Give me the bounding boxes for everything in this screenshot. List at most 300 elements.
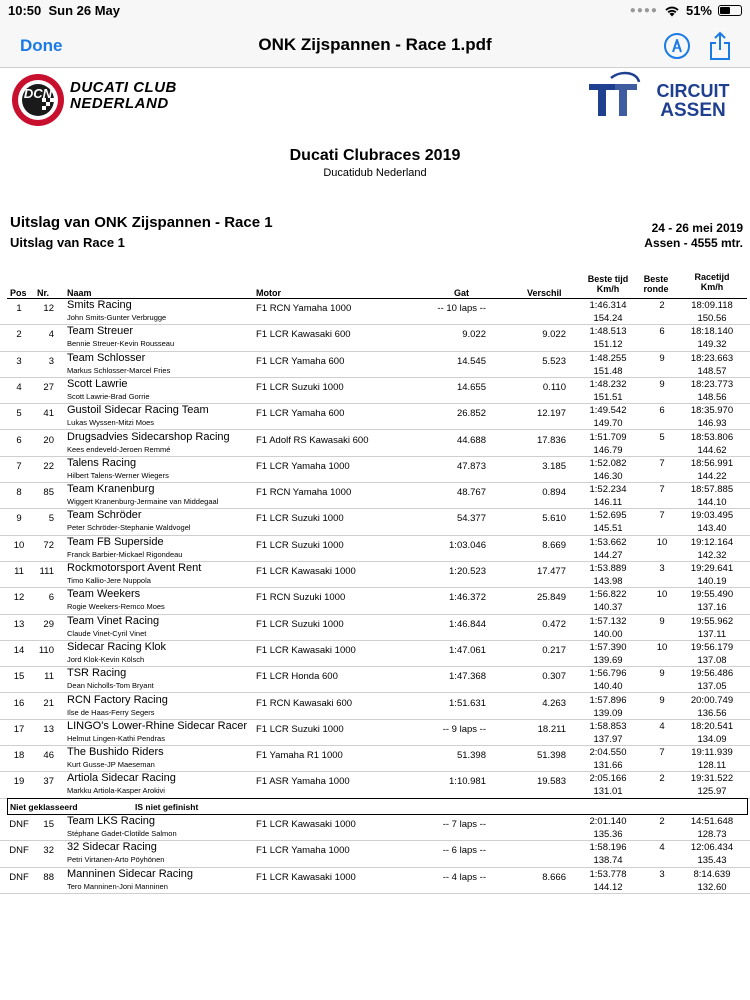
team-name: Team LKS Racing	[67, 815, 156, 827]
race-speed: 148.56	[697, 391, 727, 403]
race-time: 18:09.118	[691, 300, 733, 311]
best-lap-time: 2:04.550	[589, 747, 627, 759]
best-lap-number: 7	[659, 510, 665, 522]
race-speed: 128.11	[697, 760, 727, 772]
team-name: Team Vinet Racing	[67, 614, 160, 627]
gap: 14.545	[456, 355, 486, 367]
team-name: Artiola Sidecar Racing	[67, 772, 176, 785]
best-lap-speed: 131.66	[593, 760, 623, 772]
motor: F1 RCN Suzuki 1000	[256, 592, 346, 604]
rider-names: Kees endeveld-Jeroen Remmé	[67, 444, 171, 454]
motor: F1 ASR Yamaha 1000	[256, 776, 350, 788]
position: 16	[13, 697, 25, 709]
motor: F1 LCR Honda 600	[256, 671, 338, 683]
not-classified-box	[7, 798, 748, 815]
ducati-club-logo-icon	[8, 72, 68, 128]
gap: 9.022	[462, 329, 486, 341]
race-time: 18:57.885	[690, 484, 734, 496]
race-time: 19:29.641	[690, 563, 734, 574]
battery-percent: 51%	[685, 3, 712, 18]
team-name: Scott Lawrie	[67, 377, 128, 390]
best-lap-number: 4	[659, 842, 665, 854]
position: 14	[13, 644, 25, 656]
start-number: 21	[43, 697, 54, 709]
start-number: 29	[43, 618, 54, 630]
position: 12	[13, 592, 25, 604]
difference: 4.263	[542, 697, 566, 709]
best-lap-number: 7	[659, 484, 665, 496]
start-number: 6	[48, 592, 54, 604]
race-speed: 144.10	[697, 497, 727, 509]
team-name: Gustoil Sidecar Racing Team	[67, 404, 209, 417]
best-lap-time: 1:58.853	[589, 720, 627, 732]
start-number: 27	[43, 381, 54, 393]
race-speed: 128.73	[697, 829, 727, 840]
best-lap-speed: 135.36	[593, 829, 623, 840]
best-lap-time: 1:58.196	[589, 842, 627, 854]
difference: 18.211	[537, 723, 566, 735]
difference: 0.110	[542, 381, 566, 393]
difference: 25.849	[536, 592, 566, 604]
table-row	[0, 720, 750, 746]
gap: 47.873	[456, 460, 486, 472]
battery-fill	[720, 7, 730, 14]
position: 18	[13, 750, 25, 762]
status-time: 10:50 Sun 26 May	[8, 3, 121, 18]
best-lap-speed: 140.40	[593, 681, 623, 693]
start-number: 3	[48, 355, 54, 367]
rider-names: Rogie Weekers-Remco Moes	[67, 602, 165, 612]
motor: F1 RCN Yamaha 1000	[256, 487, 352, 499]
gap: 44.688	[456, 434, 486, 446]
best-lap-number: 6	[659, 326, 665, 338]
best-lap-time: 1:53.889	[589, 563, 627, 574]
position: 6	[16, 434, 22, 446]
best-lap-speed: 140.00	[593, 628, 623, 640]
gap: 51.398	[456, 750, 486, 762]
best-lap-speed: 149.70	[593, 418, 623, 430]
table-row	[0, 562, 750, 588]
team-name: RCN Factory Racing	[67, 693, 168, 706]
motor: F1 Adolf RS Kawasaki 600	[256, 434, 369, 446]
gap: 48.767	[456, 487, 486, 499]
race-speed: 140.19	[697, 576, 727, 587]
start-number: 72	[43, 539, 54, 551]
best-lap-time: 1:48.255	[589, 352, 627, 364]
best-lap-speed: 140.37	[593, 602, 623, 614]
start-number: 22	[43, 460, 54, 472]
best-lap-time: 1:53.662	[589, 536, 627, 548]
difference: 51.398	[536, 750, 566, 762]
motor: F1 LCR Yamaha 600	[256, 408, 345, 420]
best-lap-speed: 145.51	[593, 523, 623, 535]
start-number: 41	[43, 408, 54, 420]
gap: 1:03.046	[449, 539, 486, 551]
rider-names: Lukas Wyssen-Mitzi Moes	[67, 418, 155, 428]
best-lap-speed: 139.69	[593, 654, 623, 666]
rider-names: Ilse de Haas-Ferry Segers	[67, 707, 155, 717]
start-number: 32	[43, 845, 54, 857]
race-speed: 132.60	[697, 881, 727, 893]
best-lap-time: 1:48.232	[589, 378, 627, 390]
race-speed: 135.43	[697, 855, 727, 867]
best-lap-number: 9	[659, 694, 665, 706]
team-name: Drugsadvies Sidecarshop Racing	[67, 430, 230, 443]
race-speed: 146.93	[697, 418, 727, 430]
best-lap-speed: 154.24	[593, 313, 623, 324]
best-lap-time: 1:53.778	[589, 868, 627, 880]
table-row	[0, 815, 750, 841]
col-racetijd: Racetijd Km/h	[694, 272, 730, 292]
table-row	[0, 641, 750, 667]
race-speed: 142.32	[697, 549, 727, 561]
table-row	[0, 536, 750, 562]
motor: F1 LCR Yamaha 1000	[256, 845, 350, 857]
difference: 5.523	[542, 355, 566, 367]
not-classified-note: IS niet gefinisht	[135, 802, 199, 812]
dcn-badge-text: DCN	[23, 86, 53, 101]
table-row	[0, 772, 750, 798]
start-number: 110	[38, 644, 54, 656]
team-name: Talens Racing	[67, 456, 137, 469]
best-lap-number: 2	[659, 773, 665, 785]
best-lap-time: 1:57.390	[589, 641, 627, 653]
position: 10	[13, 539, 25, 551]
difference: 17.836	[536, 434, 566, 446]
gap: 1:20.523	[449, 566, 486, 577]
position: 7	[16, 460, 22, 472]
motor: F1 LCR Suzuki 1000	[256, 381, 344, 393]
assen-line2: ASSEN	[660, 100, 726, 120]
race-time: 18:35.970	[690, 405, 734, 417]
race-time: 18:23.773	[690, 378, 734, 390]
table-row	[0, 378, 750, 404]
best-lap-number: 2	[659, 300, 665, 311]
race-speed: 137.16	[697, 602, 727, 614]
table-row	[0, 457, 750, 483]
rider-names: Bennie Streuer-Kevin Rousseau	[67, 339, 175, 349]
nav-bar	[0, 24, 750, 68]
team-name: Rockmotorsport Avent Rent	[67, 562, 202, 574]
table-row	[0, 588, 750, 614]
rider-names: Timo Kallio-Jere Nuppola	[67, 576, 151, 585]
gap: 1:46.372	[449, 592, 486, 604]
race-time: 19:11.939	[691, 747, 733, 759]
difference: 0.217	[542, 644, 566, 656]
best-lap-speed: 144.27	[593, 549, 623, 561]
race-time: 19:03.495	[690, 510, 734, 522]
gap: 54.377	[456, 513, 486, 525]
gap: 1:47.061	[449, 644, 486, 656]
rider-names: Markku Artiola-Kasper Arokivi	[67, 786, 165, 796]
best-lap-number: 3	[659, 563, 665, 574]
race-speed: 149.32	[697, 339, 727, 351]
best-lap-time: 1:46.314	[589, 300, 627, 311]
circuit-assen-logo-icon	[585, 70, 745, 120]
best-lap-time: 1:52.695	[589, 510, 627, 522]
results-heading: Uitslag van ONK Zijspannen - Race 1	[10, 214, 273, 231]
best-lap-number: 6	[659, 405, 665, 417]
race-speed: 144.22	[697, 470, 727, 482]
rider-names: Tero Manninen-Joni Manninen	[67, 881, 168, 891]
best-lap-time: 1:57.132	[589, 615, 627, 627]
col-naam: Naam	[67, 288, 92, 298]
race-time: 18:23.663	[690, 352, 734, 364]
document-file-title: ONK Zijspannen - Race 1.pdf	[258, 35, 492, 54]
difference: 8.666	[542, 871, 566, 883]
difference: 3.185	[542, 460, 566, 472]
status-bar	[0, 0, 750, 24]
best-lap-time: 1:48.513	[589, 326, 627, 338]
rider-names: Petri Virtanen-Arto Pöyhönen	[67, 855, 165, 865]
motor: F1 LCR Suzuki 1000	[256, 618, 344, 630]
rider-names: Scott Lawrie-Brad Gorrie	[67, 391, 150, 401]
team-name: Team Weekers	[67, 588, 141, 601]
ducati-club-wordmark: DUCATI CLUB NEDERLAND	[70, 79, 177, 112]
race-time: 18:18.140	[690, 326, 734, 338]
motor: F1 Yamaha R1 1000	[256, 750, 343, 762]
rider-names: Franck Barbier-Mickael Rigondeau	[67, 549, 183, 559]
race-time: 8:14.639	[693, 868, 731, 880]
table-row	[0, 325, 750, 351]
table-row	[0, 868, 750, 894]
signal-dots-icon: ●●●●	[629, 5, 658, 16]
difference: 12.197	[536, 408, 566, 420]
best-lap-number: 10	[656, 641, 668, 653]
best-lap-time: 1:51.709	[589, 431, 627, 443]
best-lap-speed: 146.30	[593, 470, 623, 482]
race-time: 19:56.486	[690, 668, 734, 680]
wifi-icon	[664, 5, 680, 17]
team-name: Manninen Sidecar Racing	[67, 867, 193, 880]
start-number: 12	[43, 303, 54, 314]
table-row	[0, 483, 750, 509]
position: 5	[16, 408, 22, 420]
start-number: 15	[43, 819, 54, 830]
motor: F1 LCR Suzuki 1000	[256, 539, 344, 551]
not-classified-label: Niet geklasseerd	[10, 802, 78, 812]
position: 9	[16, 513, 22, 525]
best-lap-number: 10	[656, 589, 668, 601]
position: 15	[13, 671, 25, 683]
position: DNF	[9, 845, 29, 857]
gap: 1:10.981	[449, 776, 486, 788]
team-name: Team Schröder	[67, 509, 142, 522]
position: 2	[16, 329, 22, 341]
gap: -- 6 laps --	[442, 845, 486, 857]
table-row	[0, 431, 750, 457]
best-lap-number: 9	[659, 615, 665, 627]
best-lap-number: 4	[659, 720, 665, 732]
race-speed: 137.05	[697, 681, 727, 693]
start-number: 37	[43, 776, 54, 788]
difference: 0.307	[542, 671, 566, 683]
col-motor: Motor	[256, 288, 281, 298]
col-beste-tijd: Beste tijd Km/h	[587, 274, 629, 294]
race-time: 18:56.991	[690, 457, 734, 469]
table-row	[0, 694, 750, 720]
motor: F1 LCR Suzuki 1000	[256, 723, 344, 735]
team-name: The Bushido Riders	[67, 746, 164, 759]
race-time: 20:00.749	[690, 694, 734, 706]
markup-pen-icon[interactable]	[663, 32, 691, 60]
col-gat: Gat	[454, 288, 470, 298]
best-lap-time: 1:52.082	[589, 457, 627, 469]
position: DNF	[9, 871, 29, 883]
best-lap-number: 7	[659, 457, 665, 469]
best-lap-number: 5	[659, 431, 665, 443]
team-name: Team FB Superside	[67, 535, 164, 548]
motor: F1 LCR Suzuki 1000	[256, 513, 344, 525]
position: 3	[16, 355, 22, 367]
page-subtitle: Ducatidub Nederland	[323, 167, 427, 179]
rider-names: Kurt Gusse-JP Maeseman	[67, 760, 155, 770]
gap: 26.852	[456, 408, 486, 420]
gap: 1:46.844	[449, 618, 486, 630]
table-row	[0, 352, 750, 378]
event-venue: Assen - 4555 mtr.	[644, 236, 743, 250]
motor: F1 LCR Kawasaki 1000	[256, 819, 356, 830]
rider-names: Peter Schröder-Stephanie Waldvogel	[67, 523, 191, 533]
page-title: Ducati Clubraces 2019	[289, 147, 461, 164]
best-lap-speed: 146.79	[593, 444, 623, 456]
table-row	[0, 667, 750, 693]
position: DNF	[9, 819, 29, 830]
best-lap-speed: 146.11	[593, 497, 623, 509]
race-speed: 125.97	[697, 786, 727, 798]
position: 1	[16, 303, 22, 314]
race-speed: 150.56	[697, 313, 727, 324]
team-name: 32 Sidecar Racing	[67, 841, 157, 854]
gap: -- 7 laps --	[442, 819, 486, 830]
rider-names: John Smits-Gunter Verbrugge	[67, 313, 167, 322]
difference: 0.894	[542, 487, 566, 499]
motor: F1 RCN Kawasaki 600	[256, 697, 353, 709]
team-name: Team Kranenburg	[67, 483, 155, 496]
team-name: LINGO's Lower-Rhine Sidecar Racer	[67, 719, 248, 732]
race-time: 18:20.541	[690, 720, 734, 732]
position: 4	[16, 381, 22, 393]
rider-names: Markus Schlosser-Marcel Fries	[67, 365, 171, 375]
best-lap-time: 1:49.542	[589, 405, 627, 417]
rider-names: Wiggert Kranenburg-Jermaine van Middegaal	[67, 497, 219, 507]
best-lap-time: 1:52.234	[589, 484, 627, 496]
start-number: 13	[43, 723, 54, 735]
rider-names: Dean Nicholls-Tom Bryant	[67, 681, 154, 691]
race-time: 12:06.434	[690, 842, 734, 854]
table-row	[0, 841, 750, 867]
best-lap-speed: 139.09	[593, 707, 623, 719]
race-speed: 144.62	[697, 444, 727, 456]
race-speed: 136.56	[697, 707, 727, 719]
motor: F1 LCR Yamaha 600	[256, 355, 345, 367]
share-icon[interactable]	[708, 31, 732, 61]
motor: F1 LCR Yamaha 1000	[256, 460, 350, 472]
team-name: Smits Racing	[67, 299, 132, 311]
motor: F1 RCN Yamaha 1000	[256, 303, 352, 314]
difference: 9.022	[542, 329, 566, 341]
race-time: 18:53.806	[690, 431, 734, 443]
table-row	[0, 746, 750, 772]
gap: -- 10 laps --	[437, 303, 486, 314]
table-row	[0, 615, 750, 641]
motor: F1 LCR Kawasaki 1000	[256, 644, 356, 656]
team-name: Team Schlosser	[67, 351, 146, 364]
best-lap-time: 1:56.796	[589, 668, 627, 680]
gap: -- 4 laps --	[442, 871, 486, 883]
gap: 14.655	[456, 381, 486, 393]
best-lap-speed: 131.01	[593, 786, 623, 798]
best-lap-speed: 151.12	[593, 339, 623, 351]
position: 19	[13, 776, 25, 788]
race-speed: 137.08	[697, 654, 727, 666]
assen-line1: CIRCUIT	[656, 81, 730, 101]
start-number: 20	[43, 434, 54, 446]
race-time: 19:55.962	[690, 615, 734, 627]
rider-names: Stéphane Gadet-Clotilde Salmon	[67, 829, 177, 838]
motor: F1 LCR Kawasaki 600	[256, 329, 351, 341]
difference: 0.472	[542, 618, 566, 630]
col-pos: Pos	[10, 288, 27, 298]
event-date: 24 - 26 mei 2019	[651, 221, 743, 235]
position: 11	[14, 566, 24, 577]
start-number: 46	[43, 750, 54, 762]
best-lap-speed: 151.48	[593, 365, 623, 377]
start-number: 88	[43, 871, 54, 883]
best-lap-time: 2:01.140	[589, 816, 627, 827]
best-lap-number: 10	[656, 536, 668, 548]
difference: 5.610	[542, 513, 566, 525]
gap: -- 9 laps --	[442, 723, 486, 735]
best-lap-number: 3	[659, 868, 665, 880]
start-number: 85	[43, 487, 54, 499]
motor: F1 LCR Kawasaki 1000	[256, 566, 356, 577]
race-speed: 143.40	[697, 523, 727, 535]
table-row	[0, 404, 750, 430]
race-time: 19:31.522	[690, 773, 734, 785]
best-lap-speed: 144.12	[593, 881, 623, 893]
start-number: 4	[48, 329, 54, 341]
team-name: Sidecar Racing Klok	[67, 640, 167, 653]
done-button[interactable]: Done	[20, 36, 63, 55]
start-number: 111	[39, 566, 54, 577]
best-lap-speed: 151.51	[593, 391, 623, 403]
gap: 1:47.368	[449, 671, 486, 683]
race-time: 19:12.164	[690, 536, 734, 548]
best-lap-time: 1:56.822	[589, 589, 627, 601]
team-name: Team Streuer	[67, 325, 134, 338]
best-lap-speed: 143.98	[593, 576, 623, 587]
gap: 1:51.631	[449, 697, 486, 709]
race-speed: 134.09	[697, 733, 727, 745]
best-lap-number: 9	[659, 668, 665, 680]
position: 17	[13, 723, 25, 735]
motor: F1 LCR Kawasaki 1000	[256, 871, 356, 883]
rider-names: Claude Vinet-Cyril Vinet	[67, 628, 147, 638]
best-lap-speed: 138.74	[593, 855, 623, 867]
best-lap-time: 1:57.896	[589, 694, 627, 706]
table-row	[0, 509, 750, 535]
best-lap-time: 2:05.166	[589, 773, 627, 785]
battery-icon	[718, 5, 742, 16]
table-row	[0, 299, 750, 325]
results-subheading: Uitslag van Race 1	[10, 235, 125, 250]
position: 8	[16, 487, 22, 499]
start-number: 11	[44, 671, 54, 683]
start-number: 5	[48, 513, 54, 525]
best-lap-number: 2	[659, 816, 665, 827]
best-lap-speed: 137.97	[593, 733, 623, 745]
